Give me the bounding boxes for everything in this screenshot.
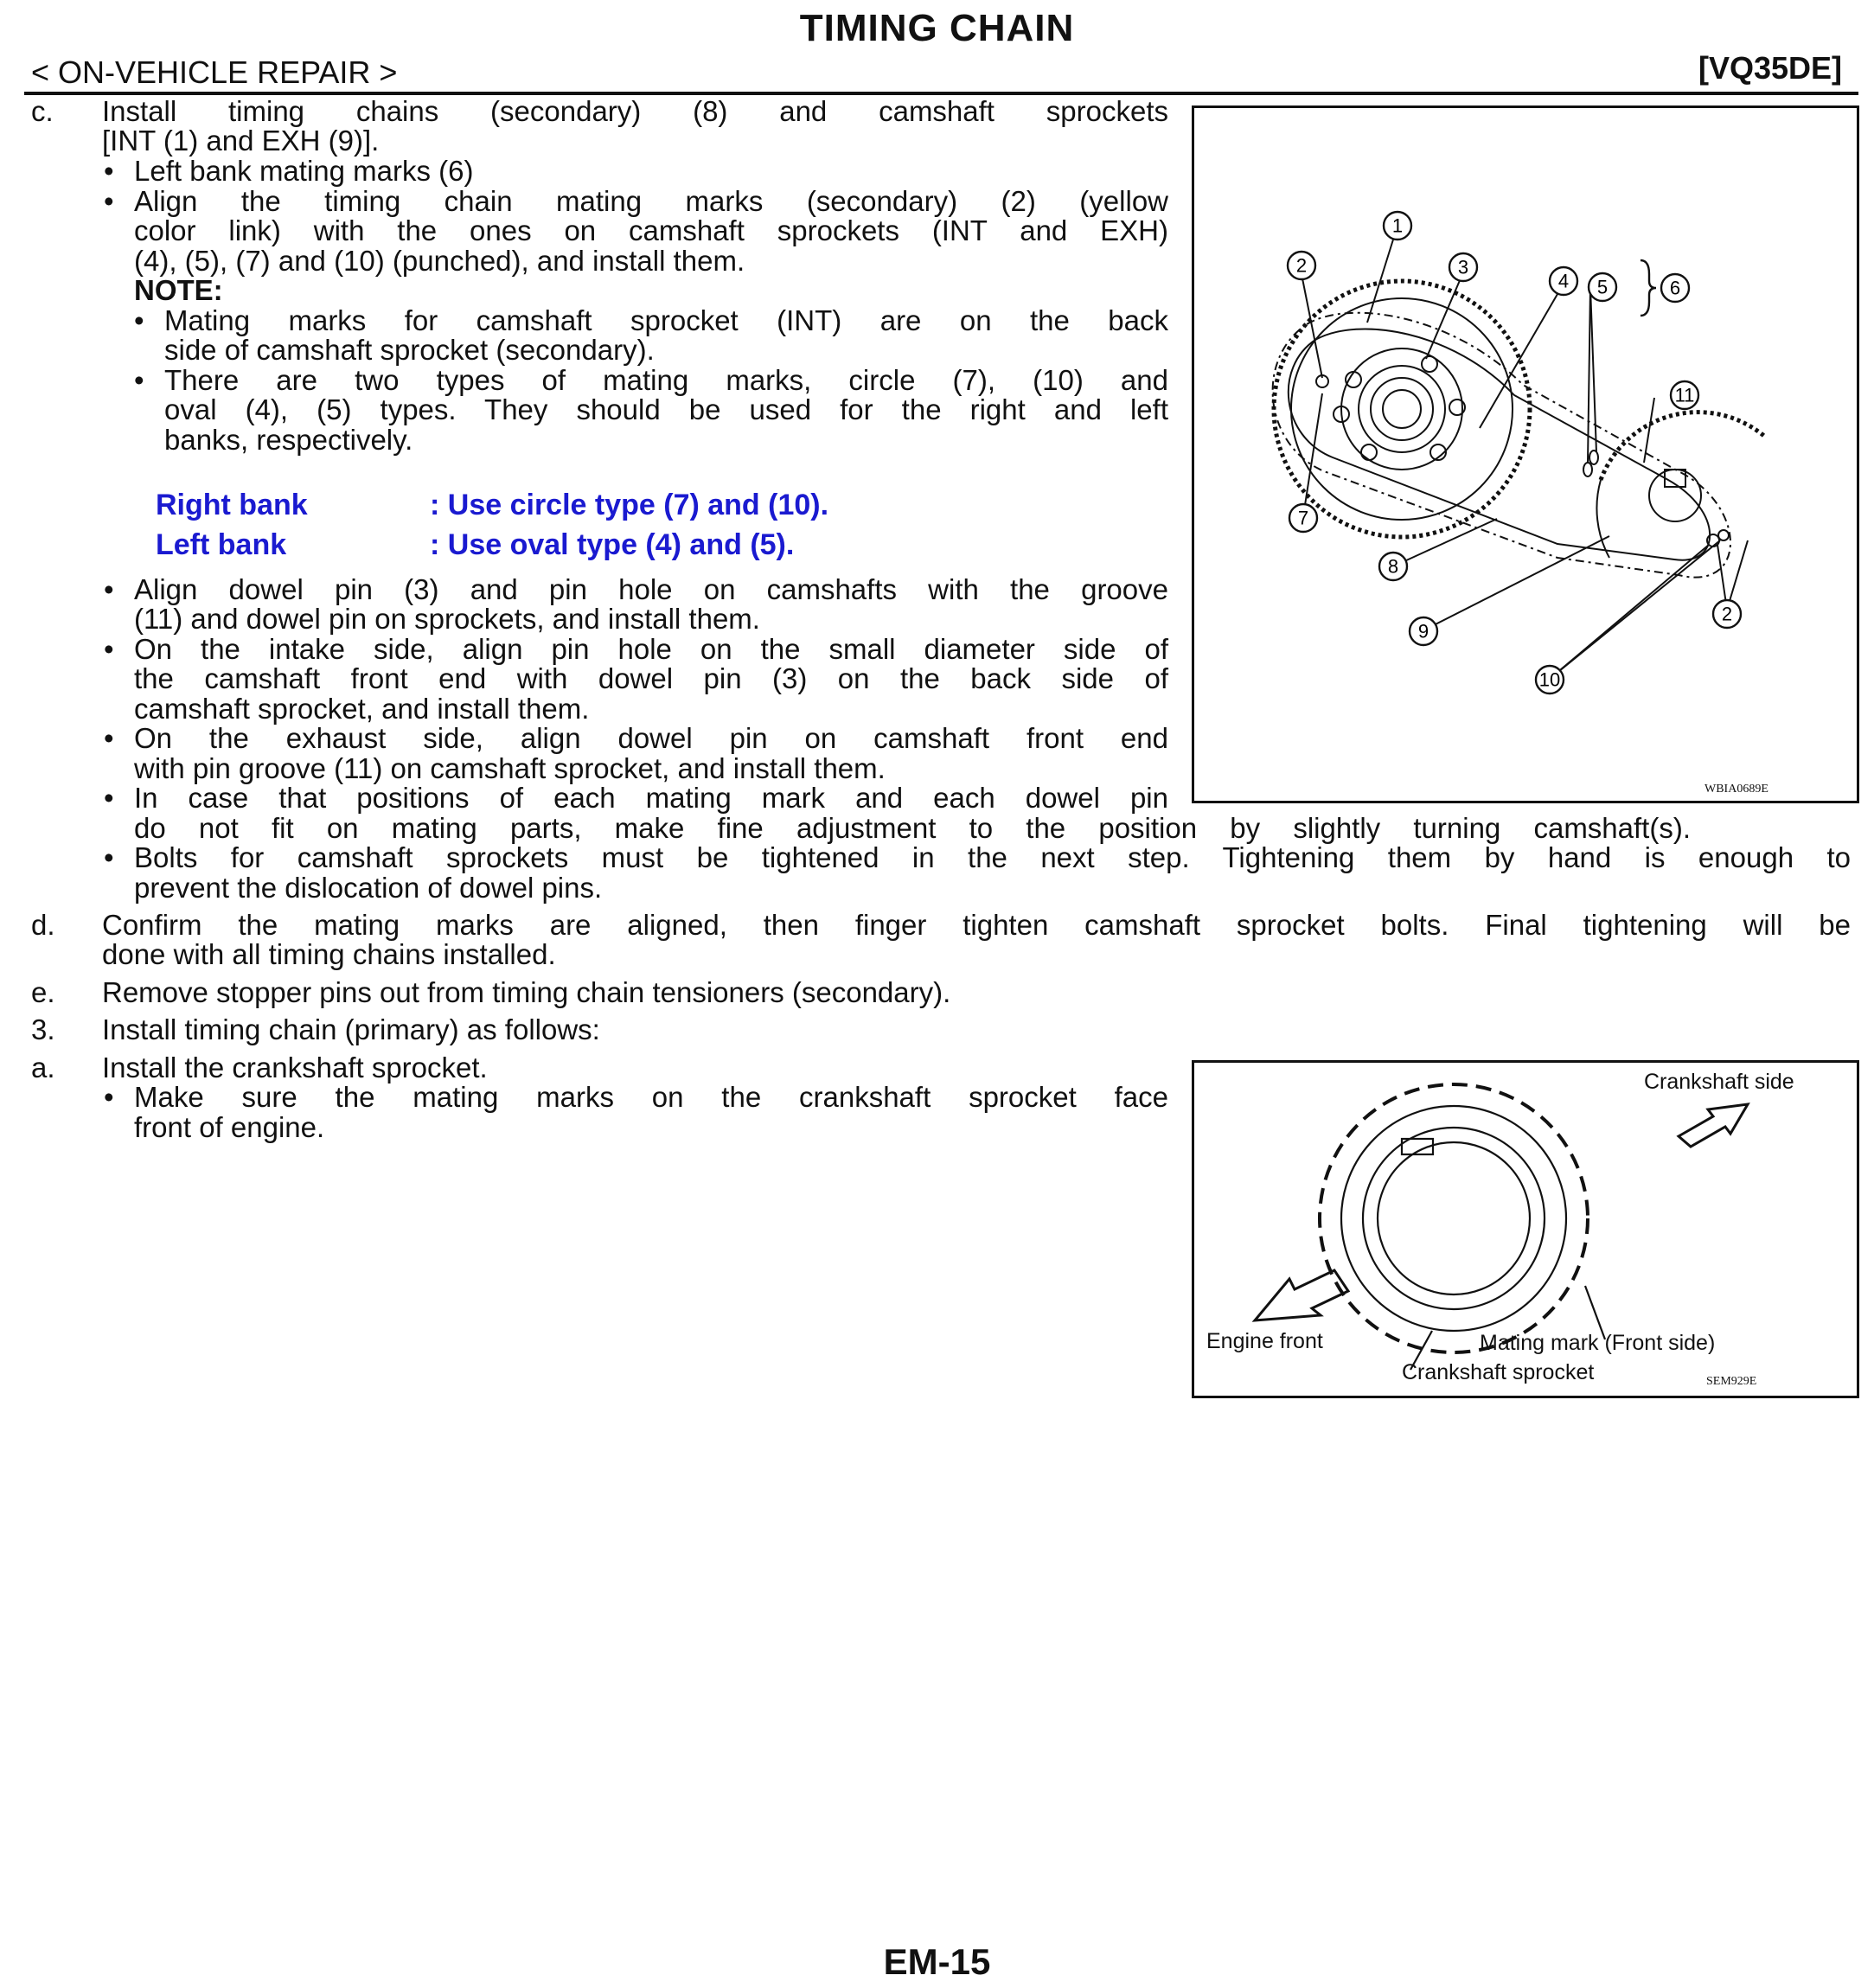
bullet-align-line2: color link) with the ones on camshaft sprockets (INT and EXH) [134,214,1168,246]
svg-text:8: 8 [1387,555,1399,578]
bullet-dot: • [134,364,144,396]
step-a-bullet-line1: Make sure the mating marks on the crankshaft sprocket face [134,1081,1168,1113]
note-label: NOTE: [134,274,223,306]
svg-text:7: 7 [1297,507,1309,529]
svg-text:11: 11 [1674,384,1695,406]
bullet-dot: • [104,841,114,873]
step-e-line1: Remove stopper pins out from timing chain tensioners (secondary). [102,976,951,1008]
callout-2 [1288,252,1315,279]
step-a-bullet-line2: front of engine. [134,1111,325,1143]
mating-mark-label: Mating mark (Front side) [1480,1331,1716,1355]
bullet-dot: • [104,573,114,605]
crankshaft-side-label: Crankshaft side [1644,1070,1794,1094]
crankshaft-sprocket-label: Crankshaft sprocket [1402,1360,1595,1384]
note1-line1: Mating marks for camshaft sprocket (INT) are on the back [164,304,1168,336]
secondary-chain [1273,313,1730,578]
callout-7 [1289,504,1317,532]
svg-text:1: 1 [1391,214,1404,237]
crankshaft-sprocket-diagram [1194,1063,1857,1396]
crankshaft-side-arrow [1679,1104,1748,1147]
callout-4 [1550,267,1577,295]
bullet-dot: • [104,782,114,814]
engine-front-arrow [1255,1270,1348,1320]
note2-line3: banks, respectively. [164,424,413,456]
engine-code: [VQ35DE] [1698,50,1842,86]
page-number: EM-15 [883,1941,991,1982]
callout-2 [1713,600,1741,628]
dowel-line1: Align dowel pin (3) and pin hole on camshafts with the groove [134,573,1168,605]
step-3-marker: 3. [31,1013,55,1045]
callout-10 [1536,666,1564,694]
step-e-marker: e. [31,976,55,1008]
left-bank-value: : Use oval type (4) and (5). [430,528,795,561]
bullet-dot: • [104,155,114,187]
intake-line2: the camshaft front end with dowel pin (3) on the back side of [134,662,1168,694]
step-a-marker: a. [31,1052,55,1083]
callout-9 [1410,617,1437,645]
figure-code: SEM929E [1706,1375,1757,1388]
engine-front-label: Engine front [1206,1329,1323,1353]
crankshaft-sprocket [1320,1084,1588,1352]
left-bank-label: Left bank [156,528,287,561]
note2-line2: oval (4), (5) types. They should be used for the right and left [164,393,1168,425]
dowel-line2: (11) and dowel pin on sprockets, and install them. [134,603,760,635]
step-3-line1: Install timing chain (primary) as follows: [102,1013,600,1045]
intake-line3: camshaft sprocket, and install them. [134,693,590,725]
note2-line1: There are two types of mating marks, circle (7), (10) and [164,364,1168,396]
right-bank-value: : Use circle type (7) and (10). [430,489,829,521]
callout-8 [1379,553,1407,580]
right-bank-label: Right bank [156,489,308,521]
svg-text:3: 3 [1457,256,1469,278]
svg-text:9: 9 [1417,620,1429,642]
bullet-dot: • [134,304,144,336]
bullet-align-line3: (4), (5), (7) and (10) (punched), and install them. [134,245,745,277]
section-label: < ON-VEHICLE REPAIR > [31,54,398,90]
bolts-line1: Bolts for camshaft sprockets must be tightened in the next step. Tightening them by hand is enough to [134,841,1851,873]
step-d-line2: done with all timing chains installed. [102,938,556,970]
exhaust-line2: with pin groove (11) on camshaft sprocket, and install them. [134,752,886,784]
callout-6 [1661,274,1689,302]
step-c-line2: [INT (1) and EXH (9)]. [102,125,380,157]
timing-chain-diagram [1194,108,1857,801]
step-a-line1: Install the crankshaft sprocket. [102,1052,488,1083]
svg-text:10: 10 [1538,668,1561,691]
timing-chain-figure [1192,105,1859,803]
svg-text:2: 2 [1721,603,1733,625]
intake-line1: On the intake side, align pin hole on the small diameter side of [134,633,1168,665]
svg-text:5: 5 [1596,276,1609,298]
callout-11 [1671,381,1698,409]
svg-text:4: 4 [1557,270,1570,292]
bullet-dot: • [104,633,114,665]
step-d-line1: Confirm the mating marks are aligned, then finger tighten camshaft sprocket bolts. Final tightening will be [102,909,1851,941]
callout-1 [1384,212,1411,240]
step-d-marker: d. [31,909,55,941]
step-c-marker: c. [31,95,54,127]
bullet-left-bank: Left bank mating marks (6) [134,155,474,187]
note1-line2: side of camshaft sprocket (secondary). [164,334,655,366]
case-line2: do not fit on mating parts, make fine adjustment to the position by slightly turning camshaft(s). [134,812,1691,844]
callout-3 [1449,253,1477,281]
svg-text:6: 6 [1669,277,1681,299]
svg-text:2: 2 [1295,254,1308,277]
step-c-line1: Install timing chains (secondary) (8) and camshaft sprockets [102,95,1168,127]
figure-code: WBIA0689E [1705,783,1768,796]
bolts-line2: prevent the dislocation of dowel pins. [134,872,603,904]
bullet-dot: • [104,722,114,754]
bullet-align-line1: Align the timing chain mating marks (secondary) (2) (yellow [134,185,1168,217]
page-title: TIMING CHAIN [799,7,1075,49]
callout-5 [1589,273,1616,301]
bullet-dot: • [104,185,114,217]
case-line1: In case that positions of each mating mark and each dowel pin [134,782,1168,814]
bullet-dot: • [104,1081,114,1113]
exhaust-line1: On the exhaust side, align dowel pin on camshaft front end [134,722,1168,754]
crankshaft-sprocket-figure [1192,1060,1859,1398]
